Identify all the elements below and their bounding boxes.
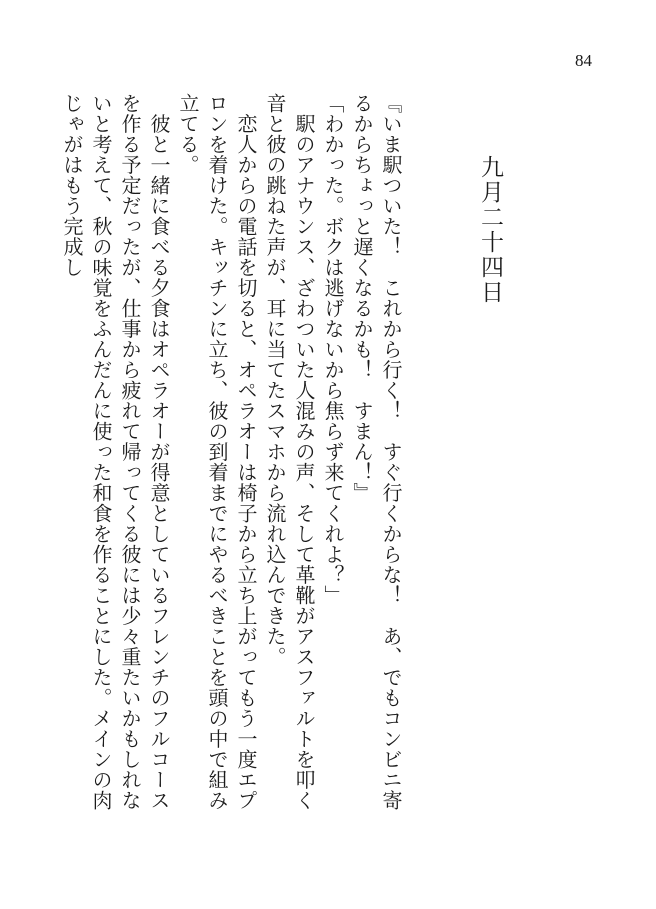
page-number: 84 xyxy=(575,51,592,70)
paragraph: 恋人からの電話を切ると、オペラオーは椅子から立ち上がってもう一度エプロンを着けた。キッチンに立ち、彼の到着までにやるべきことを頭の中で組み立てる。 xyxy=(176,93,258,811)
body-text xyxy=(60,93,405,823)
paragraph: 彼と一緒に食べる夕食はオペラオーが得意としているフレンチのフルコースを作る予定だったが、仕事から疲れて帰ってくる彼には少々重たいかもしれないと考えて、秋の味覚をふんだんに使った和食を作ることにした。メインの肉じゃがはもう完成し xyxy=(60,93,171,811)
paragraph: 「わかった。ボクは逃げないから焦らず来てくれよ？」 xyxy=(321,93,345,606)
paragraph: 『いま駅ついた！ これから行く！ すぐ行くからな！ あ、でもコンビニ寄るからちょっと遅くなるかも！ すまん！』 xyxy=(350,93,403,811)
paragraph: 駅のアナウンス、ざわついた人混みの声、そして革靴がアスファルトを叩く音と彼の跳ねた声が、耳に当てたスマホから流れ込んできた。 xyxy=(263,93,316,811)
chapter-title: 九月二十四日 xyxy=(477,155,503,305)
